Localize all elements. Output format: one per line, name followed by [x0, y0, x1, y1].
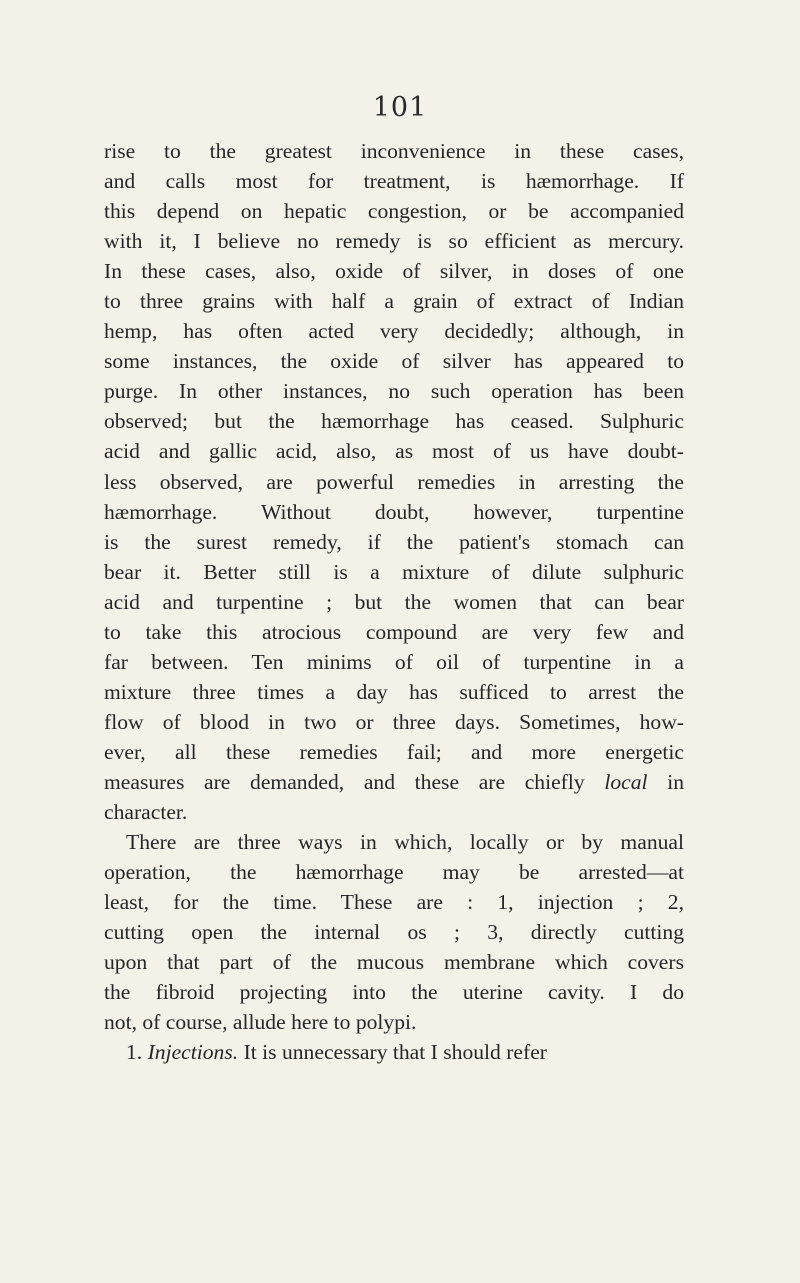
text-line: hemp, has often acted very decidedly; although, in — [104, 319, 684, 344]
paragraph-1 — [104, 136, 684, 827]
text-line: less observed, are powerful remedies in arresting the — [104, 469, 684, 494]
text-line: to take this atrocious compound are very few and — [104, 619, 684, 644]
text-line: flow of blood in two or three days. Sometimes, how- — [104, 709, 684, 734]
text-line: bear it. Better still is a mixture of dilute sulphuric — [104, 559, 684, 584]
list-number: 1. — [126, 1040, 143, 1065]
text-line: to three grains with half a grain of extract of Indian — [104, 289, 684, 314]
text-line: character. — [104, 800, 188, 825]
text-line: is the surest remedy, if the patient's stomach can — [104, 529, 684, 554]
text-line: purge. In other instances, no such operation has been — [104, 379, 684, 404]
text-line: mixture three times a day has sufficed to arrest the — [104, 679, 684, 704]
text-line: observed; but the hæmorrhage has ceased. Sulphuric — [104, 409, 684, 434]
text-segment: in — [667, 769, 684, 794]
text-line: operation, the hæmorrhage may be arrested—at — [104, 860, 684, 885]
text-line: There are three ways in which, locally or by manual — [126, 830, 684, 855]
text-line: acid and turpentine ; but the women that can bear — [104, 589, 684, 614]
text-segment: It is unnecessary that I should refer — [243, 1040, 547, 1065]
page-number: 101 — [372, 92, 428, 123]
paragraph-3 — [104, 1037, 684, 1067]
italic-word: local — [604, 769, 648, 794]
text-line: upon that part of the mucous membrane which covers — [104, 950, 684, 975]
text-line: not, of course, allude here to polypi. — [104, 1010, 417, 1035]
text-segment: measures are demanded, and these are chiefly — [104, 769, 585, 794]
text-line: hæmorrhage. Without doubt, however, turpentine — [104, 499, 684, 524]
text-line: In these cases, also, oxide of silver, in doses of one — [104, 259, 684, 284]
text-line: some instances, the oxide of silver has appeared to — [104, 349, 684, 374]
text-line: far between. Ten minims of oil of turpentine in a — [104, 649, 684, 674]
paragraph-2 — [104, 827, 684, 1037]
text-line: ever, all these remedies fail; and more energetic — [104, 739, 684, 764]
text-line: the fibroid projecting into the uterine cavity. I do — [104, 980, 684, 1005]
text-line: rise to the greatest inconvenience in these cases, — [104, 139, 684, 163]
text-line-with-italic — [104, 767, 684, 797]
text-line: least, for the time. These are : 1, injection ; 2, — [104, 890, 684, 915]
section-heading: Injections. — [147, 1040, 239, 1065]
text-line: with it, I believe no remedy is so efficient as mercury. — [104, 229, 684, 254]
text-line: acid and gallic acid, also, as most of us have doubt- — [104, 439, 684, 464]
text-line: this depend on hepatic congestion, or be accompanied — [104, 199, 684, 224]
text-line-with-italic — [104, 1037, 684, 1067]
body-text — [104, 136, 684, 1067]
text-line: and calls most for treatment, is hæmorrhage. If — [104, 169, 684, 194]
text-line: cutting open the internal os ; 3, directly cutting — [104, 920, 684, 945]
